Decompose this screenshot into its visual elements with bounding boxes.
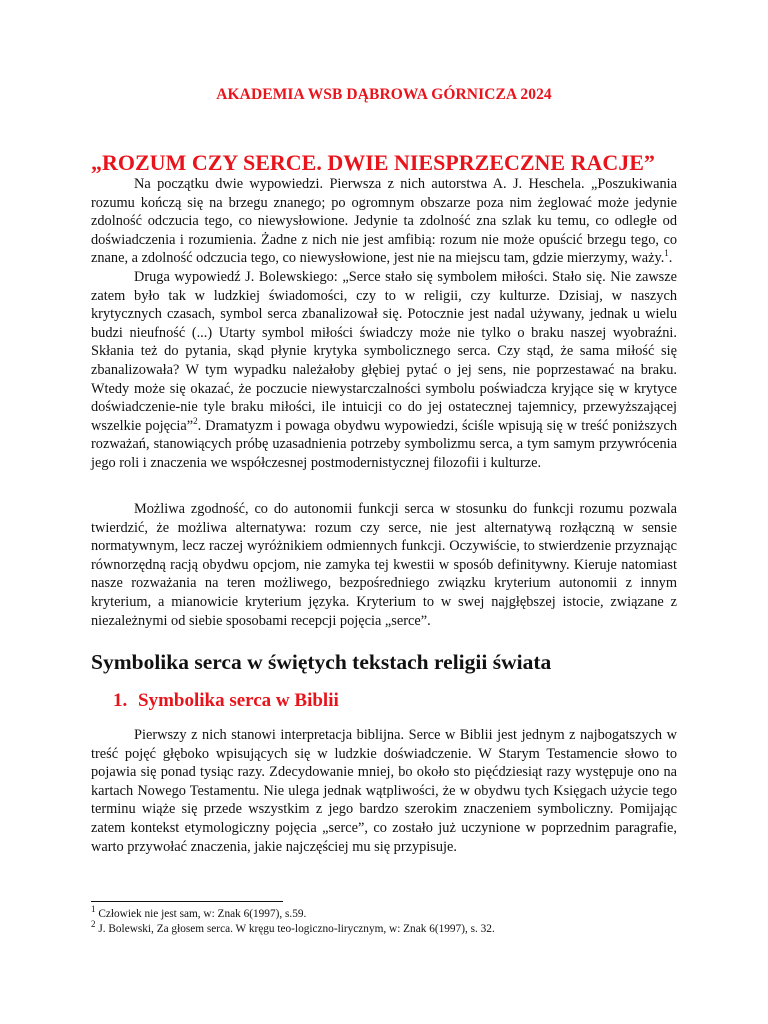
paragraph-heschel-text: Na początku dwie wypowiedzi. Pierwsza z nich autorstwa A. J. Heschela. „Poszukiwania rozumu kończą się na brzegu znanego; po ogromnym obszarze poza nim żeglować może jedynie zdolność odczucia tego, co niewysłowione. Jedynie ta zdolność zna szlak ku temu, co odległe od doświadczenia i rozumienia. Żadne z nich nie jest amfibią: rozum nie może opuścić brzegu tego, co znane, a zdolność odczucia tego, co niewysłowione, jest nie na miejscu tam, gdzie mierzymy, waży. [91,176,677,267]
paragraph-bolewski [91,268,677,473]
subsection-number: 1. [113,690,128,711]
footnote-2 [91,919,691,937]
footnote-ref-1[interactable]: 1 [664,248,669,259]
footnote-ref-2[interactable]: 2 [193,415,198,426]
paragraph-alternatives: Możliwa zgodność, co do autonomii funkcji serca w stosunku do funkcji rozumu pozwala twierdzić, że możliwa alternatywa: rozum czy serce, nie jest alternatywą rozłączną w sensie normatywnym, lecz raczej wyróżnikiem odmiennych funkcji. Oczywiście, to stwierdzenie przyznając równorzędną racją obydwu opcjom, nie zamyka tej kwestii w sposób definitywny. Kieruje natomiast nasze rozważania na teren możliwego, bezpośredniego związku kryterium autonomii z innym kryterium, a mianowicie kryterium języka. Kryterium to w swej najgłębszej istocie, związane z niezależnymi od siebie sposobami recepcji pojęcia „serce”. [91,501,677,629]
footnote-separator [91,901,283,902]
paragraph-bolewski-text: Druga wypowiedź J. Bolewskiego: „Serce stało się symbolem miłości. Stało się. Nie zawsze zatem było tak w ludzkiej świadomości, czy to w religii, czy kulturze. Dzisiaj, w naszych krytycznych czasach, symbol serca zbanalizował się. Potocznie jest nadal używany, jednak u wielu budzi nieufność (...) Utarty symbol miłości świadczy może nie tylko o braku naszej wyobraźni. Skłania też do pytania, skąd płynie krytyka symbolicznego serca. Czy stąd, że sama miłość się zbanalizowała? W tym wypadku należałoby głębiej pytać o jej sens, nie poprzestawać na braku. Wtedy może się okazać, że poczucie niewystarczalności symbolu poświadcza kryjące się w krytyce doświadczenie-nie tyle braku miłości, ile intuicji co do jej ostatecznej tajemnicy, przewyższającej wszelkie pojęcia” [91,268,677,434]
footnote-mark: 2 [91,919,96,930]
footnote-text: J. Bolewski, Za głosem serca. W kręgu teo-logiczno-lirycznym, w: Znak 6(1997), s. 32. [95,923,495,935]
footnote-text: Człowiek nie jest sam, w: Znak 6(1997), s.59. [95,908,307,920]
paragraph-heschel-end: . [668,250,673,267]
paragraph-bolewski-continuation: . Dramatyzm i powaga obydwu wypowiedzi, ściśle wpisują się w treść poniższych rozważań, stanowiących próbę uzasadnienia potrzeby symbolizmu serca, a tym samym przywrócenia jego roli i znaczenia we współczesnej postmodernistycznej filozofii i kulturze. [91,417,677,471]
section-heading: Symbolika serca w świętych tekstach religii świata [91,650,552,674]
paragraph-bible: Pierwszy z nich stanowi interpretacja biblijna. Serce w Biblii jest jednym z najbogatszych w treść pojęć głęboko wpisujących się w ludzkie doświadczenie. W Starym Testamencie słowo to pojawia się ponad tysiąc razy. Zdecydowanie mniej, bo około sto pięćdziesiąt razy występuje ono na kartach Nowego Testamentu. Nie ulega jednak wątpliwości, że w obydwu tych Księgach użycie tego terminu wiąże się przede wszystkim z jego bardzo szerokim znaczeniem symboliczny. Pomijając zatem kontekst etymologiczny pojęcia „serce”, co zostało już uczynione w poprzednim paragrafie, warto przywołać znaczenia, jakie najczęściej mu się przypisuje. [91,727,677,855]
footnotes [91,904,691,937]
intro-section [91,175,677,473]
footnote-1 [91,904,691,922]
paragraph-heschel [91,175,677,268]
institution-header: AKADEMIA WSB DĄBROWA GÓRNICZA 2024 [216,86,552,103]
bible-section [91,726,677,856]
subsection-heading [113,690,339,712]
document-title: „ROZUM CZY SERCE. DWIE NIESPRZECZNE RACJE” [91,150,655,175]
subsection-title: Symbolika serca w Biblii [138,690,339,711]
footnote-mark: 1 [91,904,96,915]
alternatives-section [91,500,677,630]
